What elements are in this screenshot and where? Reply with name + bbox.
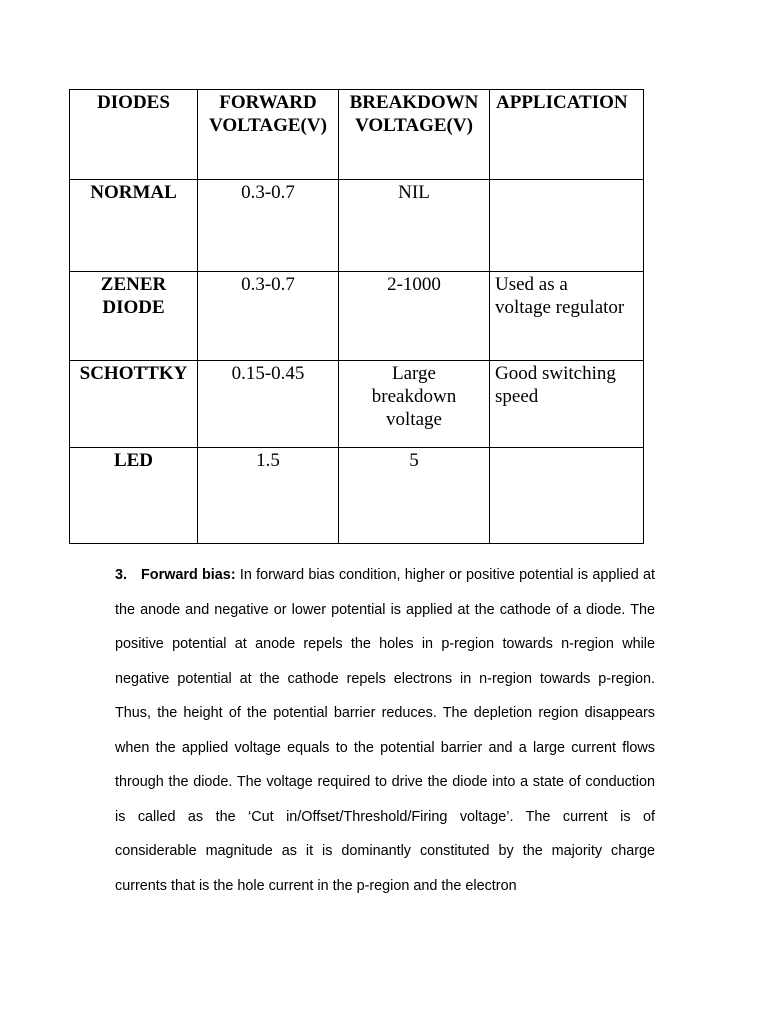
forward-voltage-value: 0.15-0.45 <box>231 363 305 384</box>
header-forward-voltage <box>198 90 339 180</box>
table-header-row <box>70 90 644 180</box>
cell-diode-name <box>70 361 198 448</box>
diode-comparison-table <box>69 89 644 544</box>
forward-voltage-value: 0.3-0.7 <box>241 182 295 203</box>
diode-name-line1: NORMAL <box>90 182 177 203</box>
header-breakdown-voltage <box>339 90 490 180</box>
cell-application <box>490 448 644 544</box>
breakdown-line3: voltage <box>386 409 442 430</box>
header-breakdown-line1: BREAKDOWN <box>349 92 479 113</box>
diode-name-line2: DIODE <box>102 297 165 318</box>
table-row <box>70 180 644 272</box>
cell-breakdown-voltage <box>339 361 490 448</box>
cell-application <box>490 180 644 272</box>
cell-forward-voltage <box>198 448 339 544</box>
cell-forward-voltage <box>198 272 339 361</box>
cell-application <box>490 361 644 448</box>
section-body: In forward bias condition, higher or positive potential is applied at the anode and negative or lower potential is applied at the cathode of a diode. The positive potential at anode repels the holes in p-region towards n-region while negative potential at the cathode repels electrons in n-region towards p-region. Thus, the height of the potential barrier reduces. The depletion region disappears when the applied voltage equals to the potential barrier and a large current flows through the diode. The voltage required to drive the diode into a state of conduction is called as the ‘Cut in/Offset/Threshold/Firing voltage’. The current is of considerable magnitude as it is dominantly constituted by the majority charge currents that is the hole current in the p-region and the electron <box>115 567 656 894</box>
cell-breakdown-voltage <box>339 448 490 544</box>
table-row <box>70 361 644 448</box>
header-application <box>490 90 644 180</box>
forward-bias-paragraph <box>115 558 655 903</box>
forward-voltage-value: 0.3-0.7 <box>241 274 295 295</box>
diode-comparison-table-wrapper <box>69 89 644 544</box>
header-application-text: APPLICATION <box>496 92 628 113</box>
header-diodes <box>70 90 198 180</box>
table-row <box>70 448 644 544</box>
cell-diode-name <box>70 448 198 544</box>
breakdown-voltage-value: 2-1000 <box>387 274 441 295</box>
section-number: 3. <box>115 567 128 583</box>
cell-breakdown-voltage <box>339 180 490 272</box>
cell-breakdown-voltage <box>339 272 490 361</box>
diode-name-line1: SCHOTTKY <box>79 363 188 384</box>
cell-forward-voltage <box>198 180 339 272</box>
application-line2: voltage regulator <box>495 297 625 318</box>
cell-diode-name <box>70 272 198 361</box>
header-forward-line1: FORWARD <box>219 92 317 113</box>
application-line1: Good switching <box>495 363 616 384</box>
breakdown-voltage-value: 5 <box>409 450 419 471</box>
application-line2: speed <box>495 386 539 407</box>
application-line1: Used as a <box>495 274 568 295</box>
table-row <box>70 272 644 361</box>
diode-name-line1: ZENER <box>100 274 167 295</box>
cell-forward-voltage <box>198 361 339 448</box>
forward-voltage-value: 1.5 <box>256 450 280 471</box>
cell-diode-name <box>70 180 198 272</box>
section-heading: Forward bias: <box>141 567 236 583</box>
header-forward-line2: VOLTAGE(V) <box>209 115 327 136</box>
breakdown-line2: breakdown <box>371 386 457 407</box>
diode-name-line1: LED <box>113 450 154 471</box>
breakdown-voltage-value: NIL <box>398 182 430 203</box>
breakdown-line1: Large <box>392 363 436 384</box>
header-breakdown-line2: VOLTAGE(V) <box>355 115 473 136</box>
cell-application <box>490 272 644 361</box>
header-diodes-text: DIODES <box>97 92 170 113</box>
